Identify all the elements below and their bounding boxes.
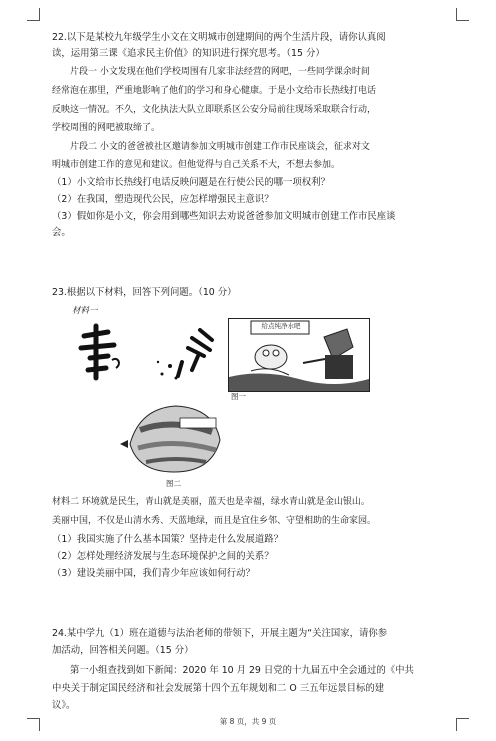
- q24-stem-line1: 24.某中学九（1）班在道德与法治老师的带领下，开展主题为“关注国家，请你参: [52, 628, 388, 639]
- q22-subq3-line2: 会。: [52, 227, 71, 238]
- q23-material2-line2: 美丽中国，不仅是山清水秀、天蓝地绿，而且是宜住乡邻、守望相助的生命家园。: [52, 516, 377, 526]
- q22-stem-line2: 读，运用第三课《追求民主价值》的知识进行探究思考。（15 分）: [52, 48, 325, 59]
- q23-subq3: （3）建设美丽中国，我们青少年应该如何行动？: [52, 568, 255, 579]
- q22-segment1-line2: 经常泡在那里，严重地影响了他们的学习和身心健康。于是小文给市长热线打电话: [52, 86, 377, 96]
- q22-stem-line1: 22.以下是某校九年级学生小文在文明城市创建期间的两个生活片段，请你认真阅: [52, 32, 386, 43]
- polluted-water-sign: 给点纯净水吧: [261, 322, 301, 330]
- q22-segment1-line3: 反映这一情况。不久，文化执法大队立即联系区公安分局前往现场采取联合行动，: [52, 105, 377, 115]
- cartoon-dissolving-character: [152, 322, 224, 384]
- q22-segment2-line2: 明城市创建工作的意见和建议。但他觉得与自己关系不大，不想去参加。: [52, 160, 341, 170]
- figure2-caption: 图二: [166, 479, 181, 488]
- q23-stem: 23.根据以下材料，回答下列问题。（10 分）: [52, 287, 237, 298]
- q23-subq2: （2）怎样处理经济发展与生态环境保护之间的关系？: [52, 551, 274, 562]
- q24-news-line3: 议》。: [52, 700, 76, 711]
- q22-subq3-line1: （3）假如你是小文，你会用到哪些知识去劝说爸爸参加文明城市创建工作市民座谈: [52, 211, 396, 222]
- q22-segment2-line1: 片段二 小文的爸爸被社区邀请参加文明城市创建工作市民座谈会，征求对文: [70, 142, 370, 152]
- q23-subq1: （1）我国实施了什么基本国策？坚持走什么发展道路？: [52, 534, 283, 545]
- page-number-footer: 第 8 页，共 9 页: [219, 717, 277, 726]
- crop-mark-top-left: [27, 8, 40, 21]
- q24-news-line1: 第一小组查找到如下新闻：2020 年 10 月 29 日党的十九届五中全会通过的《中共: [70, 665, 414, 676]
- q24-stem-line2: 加活动，回答相关问题。（15 分）: [52, 645, 194, 656]
- cartoon-polluted-globe: [120, 400, 228, 476]
- crop-mark-top-right: [456, 8, 469, 21]
- q23-material2-line1: 材料二 环境就是民生，青山就是美丽，蓝天也是幸福，绿水青山就是金山银山。: [52, 497, 370, 507]
- q23-material1-label: 材料一: [72, 306, 98, 316]
- q22-segment1-line1: 片段一 小文发现在他们学校周围有几家非法经营的网吧，一些同学课余时间: [70, 67, 370, 77]
- q24-news-line2: 中央关于制定国民经济和社会发展第十四个五年规划和二 O 三五年远景目标的建: [52, 683, 385, 694]
- cartoon-happiness-character: [78, 318, 150, 384]
- figure1-caption: 图一: [231, 392, 246, 401]
- q22-subq1: （1）小文给市长热线打电话反映问题是在行使公民的哪一项权利？: [52, 177, 330, 188]
- cartoon-polluted-water: [228, 318, 370, 392]
- q22-segment1-line4: 学校周围的网吧被取缔了。: [52, 123, 161, 133]
- q22-subq2: （2）在我国，塑造现代公民，应怎样增强民主意识？: [52, 194, 274, 205]
